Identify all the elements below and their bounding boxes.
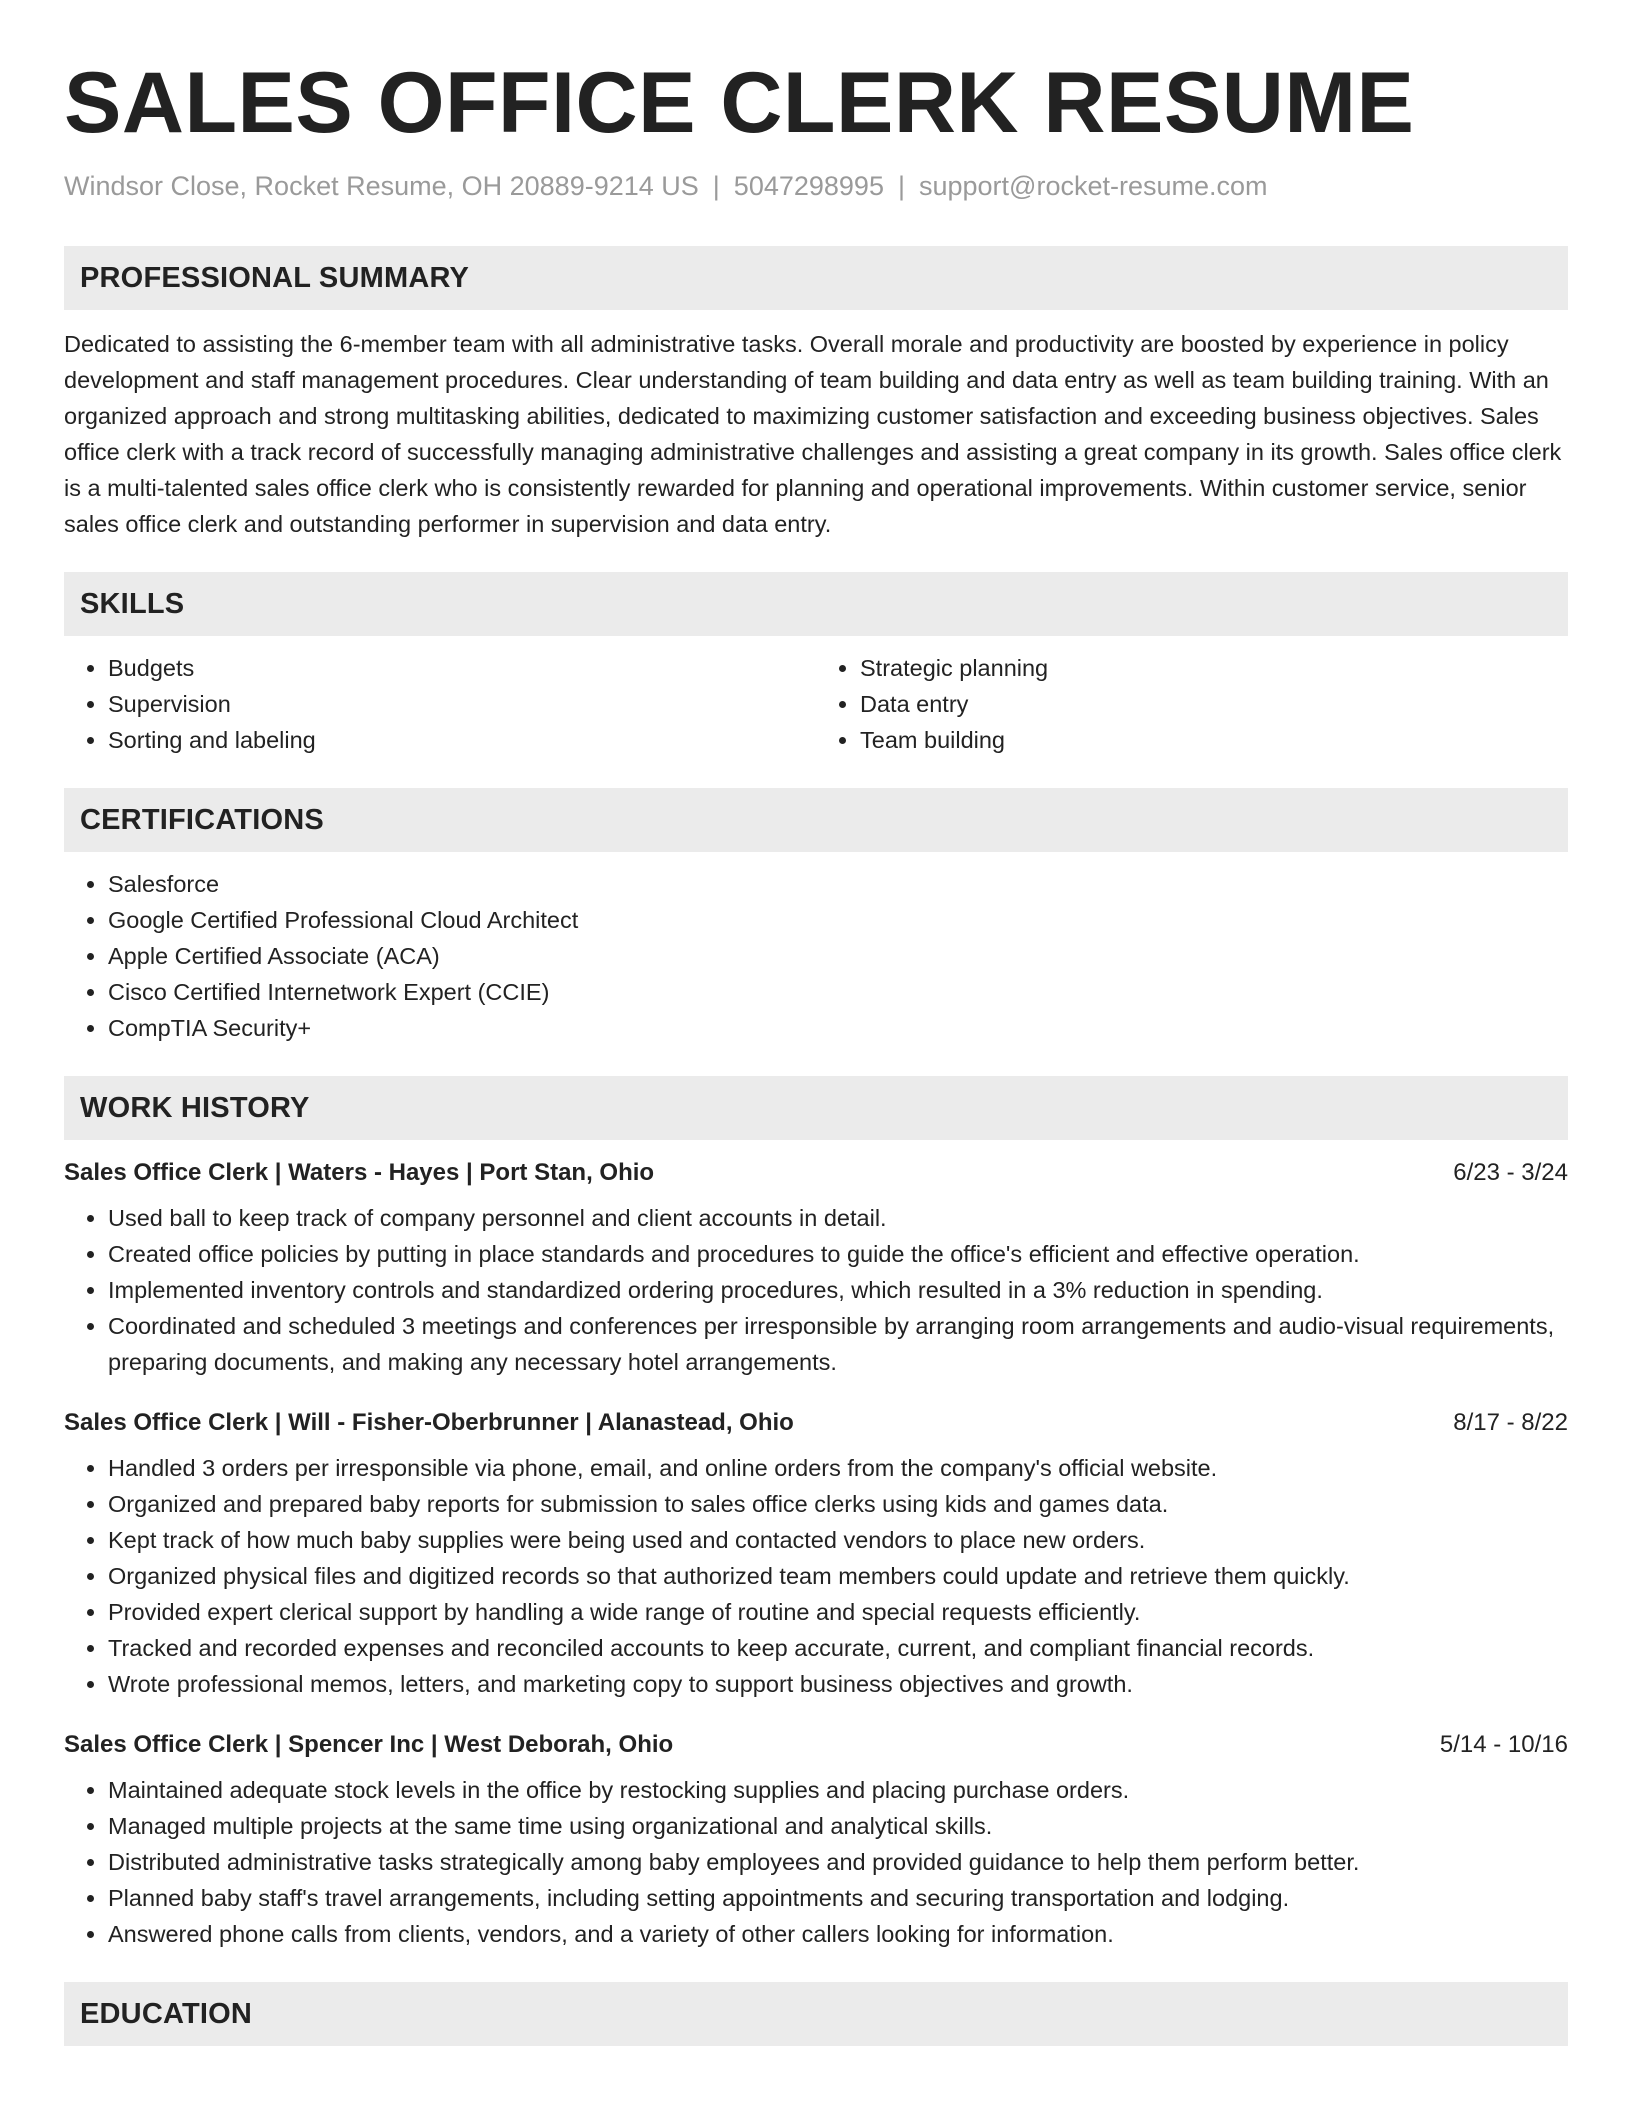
- contact-phone: 5047298995: [733, 171, 884, 201]
- contact-address: Windsor Close, Rocket Resume, OH 20889-9214 US: [64, 171, 699, 201]
- job-bullet: • Tracked and recorded expenses and reconciled accounts to keep accurate, current, and compliant financial records.: [108, 1630, 1568, 1666]
- job-title: Sales Office Clerk | Spencer Inc | West Deborah, Ohio: [64, 1731, 674, 1758]
- skill-item: • Sorting and labeling: [108, 722, 816, 758]
- job-bullet: • Kept track of how much baby supplies were being used and contacted vendors to place new orders.: [108, 1522, 1568, 1558]
- job-bullet: • Answered phone calls from clients, vendors, and a variety of other callers looking for information.: [108, 1916, 1568, 1952]
- certification-item: • Google Certified Professional Cloud Architect: [108, 902, 1568, 938]
- job-header: [64, 1406, 1568, 1440]
- skill-item: • Budgets: [108, 650, 816, 686]
- job-bullet: • Created office policies by putting in place standards and procedures to guide the office's efficient and effective operation.: [108, 1236, 1568, 1272]
- job-bullets: [64, 1450, 1568, 1702]
- job-bullet: • Organized and prepared baby reports for submission to sales office clerks using kids and games data.: [108, 1486, 1568, 1522]
- job-bullet: • Wrote professional memos, letters, and marketing copy to support business objectives and growth.: [108, 1666, 1568, 1702]
- job-entry: [64, 1406, 1568, 1702]
- skill-item: • Supervision: [108, 686, 816, 722]
- job-bullet: • Used ball to keep track of company personnel and client accounts in detail.: [108, 1200, 1568, 1236]
- summary-text: Dedicated to assisting the 6-member team with all administrative tasks. Overall morale and productivity are boosted by experience in policy development and staff management procedures. Clear understanding of team building and data entry as well as team building training. With an organized approach and strong multitasking abilities, dedicated to maximizing customer satisfaction and exceeding business objectives. Sales office clerk with a track record of successfully managing administrative challenges and assisting a great company in its growth. Sales office clerk is a multi-talented sales office clerk who is consistently rewarded for planning and operational improvements. Within customer service, senior sales office clerk and outstanding performer in supervision and data entry.: [64, 331, 1562, 537]
- contact-separator: |: [712, 171, 720, 201]
- contact-separator: |: [897, 171, 905, 201]
- job-bullet: • Distributed administrative tasks strategically among baby employees and provided guidance to help them perform better.: [108, 1844, 1568, 1880]
- job-bullet: • Planned baby staff's travel arrangements, including setting appointments and securing transportation and lodging.: [108, 1880, 1568, 1916]
- skills-list-right: [816, 650, 1568, 758]
- section-header-certifications: CERTIFICATIONS: [64, 788, 1568, 852]
- job-bullets: [64, 1772, 1568, 1952]
- job-bullet: • Managed multiple projects at the same time using organizational and analytical skills.: [108, 1808, 1568, 1844]
- job-bullet: • Coordinated and scheduled 3 meetings and conferences per irresponsible by arranging room arrangements and audio-visual requirements, preparing documents, and making any necessary hotel arrangements.: [108, 1308, 1568, 1380]
- section-header-work-history: WORK HISTORY: [64, 1076, 1568, 1140]
- job-dates: 6/23 - 3/24: [1453, 1159, 1568, 1186]
- job-title: Sales Office Clerk | Waters - Hayes | Port Stan, Ohio: [64, 1159, 655, 1186]
- skill-item: • Team building: [860, 722, 1568, 758]
- job-bullet: • Implemented inventory controls and standardized ordering procedures, which resulted in a 3% reduction in spending.: [108, 1272, 1568, 1308]
- job-header: [64, 1728, 1568, 1762]
- job-dates: 5/14 - 10/16: [1439, 1731, 1568, 1758]
- certification-item: • CompTIA Security+: [108, 1010, 1568, 1046]
- skills-list-left: [64, 650, 816, 758]
- job-entry: [64, 1728, 1568, 1952]
- job-bullet: • Handled 3 orders per irresponsible via phone, email, and online orders from the company's official website.: [108, 1450, 1568, 1486]
- skill-item: • Strategic planning: [860, 650, 1568, 686]
- certification-item: • Salesforce: [108, 866, 1568, 902]
- section-header-summary: PROFESSIONAL SUMMARY: [64, 246, 1568, 310]
- job-title: Sales Office Clerk | Will - Fisher-Oberbrunner | Alanastead, Ohio: [64, 1409, 794, 1436]
- resume-title: SALES OFFICE CLERK RESUME: [64, 55, 1415, 151]
- job-entry: [64, 1156, 1568, 1380]
- contact-line: [64, 168, 1568, 204]
- certifications-list: [64, 866, 1568, 1046]
- certification-item: • Cisco Certified Internetwork Expert (CCIE): [108, 974, 1568, 1010]
- job-bullet: • Maintained adequate stock levels in the office by restocking supplies and placing purchase orders.: [108, 1772, 1568, 1808]
- skill-item: • Data entry: [860, 686, 1568, 722]
- job-bullet: • Organized physical files and digitized records so that authorized team members could update and retrieve them quickly.: [108, 1558, 1568, 1594]
- job-bullet: • Provided expert clerical support by handling a wide range of routine and special requests efficiently.: [108, 1594, 1568, 1630]
- job-header: [64, 1156, 1568, 1190]
- job-dates: 8/17 - 8/22: [1453, 1409, 1568, 1436]
- job-bullets: [64, 1200, 1568, 1380]
- section-header-skills: SKILLS: [64, 572, 1568, 636]
- section-header-education: EDUCATION: [64, 1982, 1568, 2046]
- contact-email: support@rocket-resume.com: [918, 171, 1268, 201]
- certification-item: • Apple Certified Associate (ACA): [108, 938, 1568, 974]
- skills-grid: [64, 650, 1568, 758]
